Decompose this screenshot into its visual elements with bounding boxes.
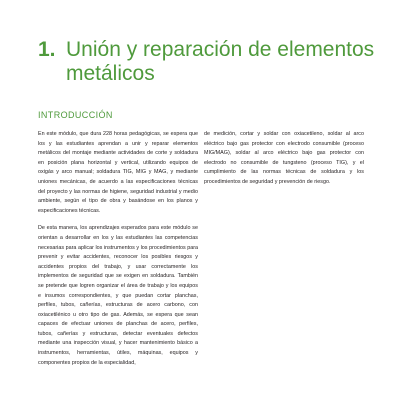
chapter-title: Unión y reparación de elementos metálicos bbox=[66, 38, 375, 85]
text-column-left bbox=[38, 130, 198, 376]
paragraph: de medición, cortar y soldar con oxiacetileno, soldar al arco eléctrico bajo gas protector con electrodo consumible (proceso MIG/MAG), soldar al arco eléctrico bajo gas protector con electrodo no consumible de tungsteno (proceso TIG), y el cumplimiento de las normas técnicas de soldadura y los procedimientos de seguridad y prevención de riesgo. bbox=[204, 131, 364, 185]
section-title: INTRODUCCIÓN bbox=[38, 110, 113, 120]
text-column-right bbox=[204, 130, 364, 196]
chapter-number: 1. bbox=[38, 38, 56, 61]
paragraph: De esta manera, los aprendizajes esperados para este módulo se orientan a desarrollar en los y las estudiantes las competencias necesarias para aplicar los instrumentos y los procedimientos para prevenir y evitar accidentes, reconocer los posibles riesgos y accidentes propios del trabajo, y usar correctamente los implementos de seguridad que se exigen en soldadura. También se pretende que logren organizar el área de trabajo y los equipos e insumos correspondientes, y que puedan cortar planchas, perfiles, tubos, cañerías, estructuras de acero carbono, con oxiacetilénico u otro tipo de gas. Además, se espera que sean capaces de efectuar uniones de planchas de acero, perfiles, tubos, cañerías y estructuras, detectar eventuales defectos mediante una inspección visual, y hacer mantenimiento básico a instrumentos, herramientas, útiles, máquinas, equipos y componentes propios de la especialidad, bbox=[38, 225, 198, 366]
paragraph: En este módulo, que dura 228 horas pedagógicas, se espera que los y las estudiantes aprendan a unir y reparar elementos metálicos del montaje mediante actividades de corte y soldadura en posición plana horizontal y vertical, utilizando equipos de oxigás y arco manual; soldadura TIG, MIG y MAG, y mediante uniones mecánicas, de acuerdo a las especificaciones técnicas del proyecto y las normas de higiene, seguridad industrial y medio ambiente, según el tipo de obra y basándose en los planos y especificaciones técnicas. bbox=[38, 131, 198, 214]
